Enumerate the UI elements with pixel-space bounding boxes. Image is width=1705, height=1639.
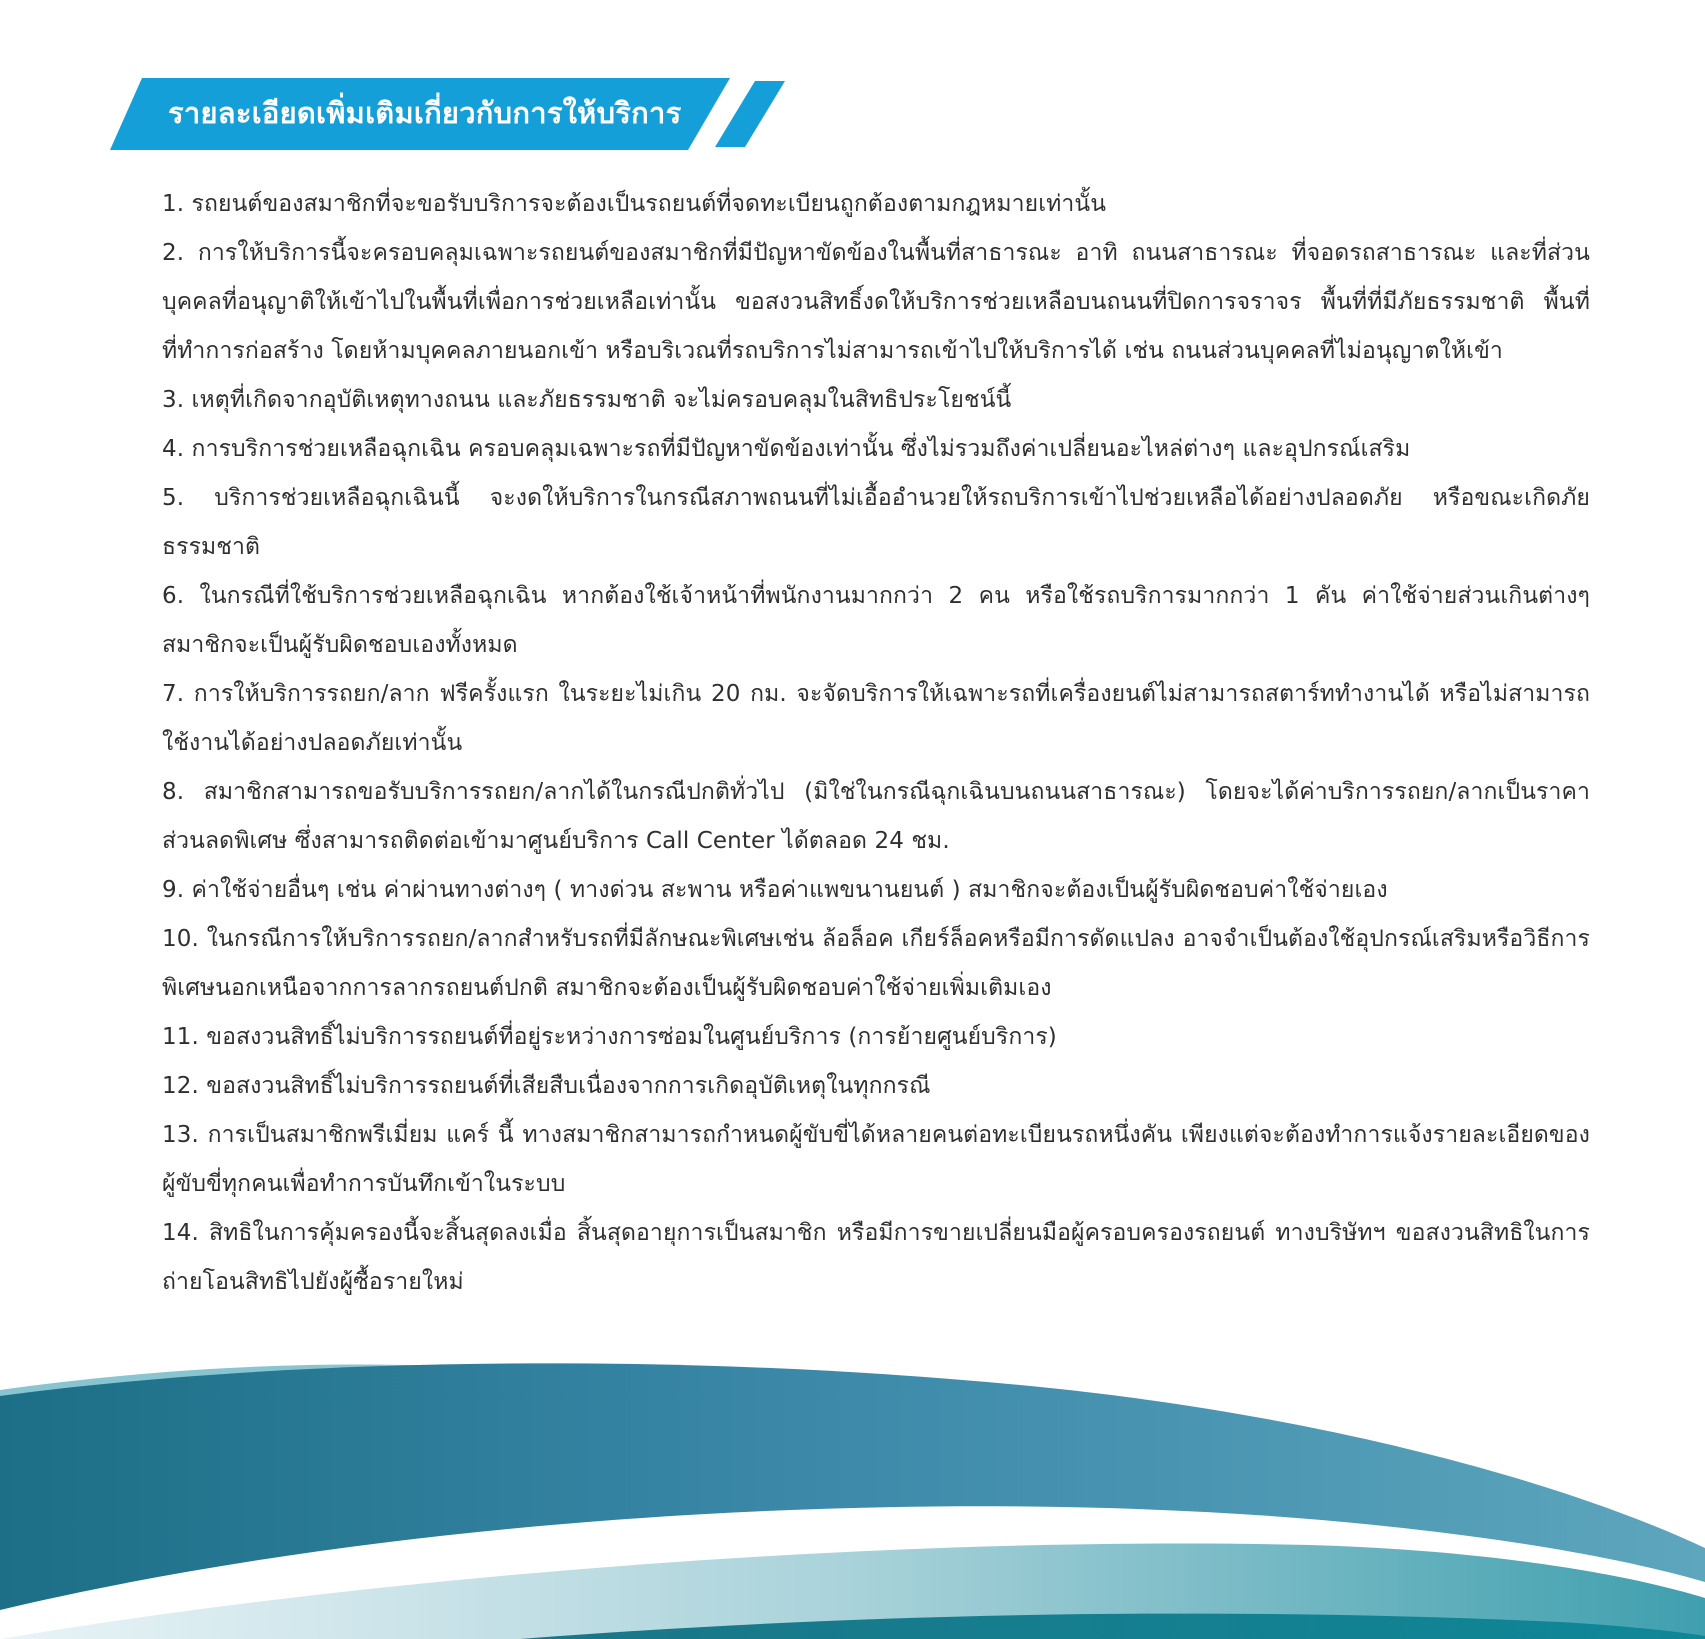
section-banner	[0, 78, 800, 150]
term-item-11: 11. ขอสงวนสิทธิ์ไม่บริการรถยนต์ที่อยู่ระหว่างการซ่อมในศูนย์บริการ (การย้ายศูนย์บริการ)	[162, 1024, 1057, 1050]
term-item-6: 6. ในกรณีที่ใช้บริการช่วยเหลือฉุกเฉิน หากต้องใช้เจ้าหน้าที่พนักงานมากกว่า 2 คน หรือใช้รถบริการมากกว่า 1 คัน ค่าใช้จ่ายส่วนเกินต่างๆ สมาชิกจะเป็นผู้รับผิดชอบเองทั้งหมด	[162, 583, 1590, 658]
term-item-3: 3. เหตุที่เกิดจากอุบัติเหตุทางถนน และภัยธรรมชาติ จะไม่ครอบคลุมในสิทธิประโยชน์นี้	[162, 387, 1012, 413]
term-item-8: 8. สมาชิกสามารถขอรับบริการรถยก/ลากได้ในกรณีปกติทั่วไป (มิใช่ในกรณีฉุกเฉินบนถนนสาธารณะ) โดยจะได้ค่าบริการรถยก/ลากเป็นราคาส่วนลดพิเศษ ซึ่งสามารถติดต่อเข้ามาศูนย์บริการ Call Center ได้ตลอด 24 ชม.	[162, 779, 1590, 854]
term-item-13: 13. การเป็นสมาชิกพรีเมี่ยม แคร์ นี้ ทางสมาชิกสามารถกำหนดผู้ขับขี่ได้หลายคนต่อทะเบียนรถหนึ่งคัน เพียงแต่จะต้องทำการแจ้งรายละเอียดของผู้ขับขี่ทุกคนเพื่อทำการบันทึกเข้าในระบบ	[162, 1122, 1590, 1197]
term-item-7: 7. การให้บริการรถยก/ลาก ฟรีครั้งแรก ในระยะไม่เกิน 20 กม. จะจัดบริการให้เฉพาะรถที่เครื่องยนต์ไม่สามารถสตาร์ททำงานได้ หรือไม่สามารถใช้งานได้อย่างปลอดภัยเท่านั้น	[162, 681, 1590, 756]
term-item-12: 12. ขอสงวนสิทธิ์ไม่บริการรถยนต์ที่เสียสืบเนื่องจากการเกิดอุบัติเหตุในทุกกรณี	[162, 1073, 931, 1099]
term-item-9: 9. ค่าใช้จ่ายอื่นๆ เช่น ค่าผ่านทางต่างๆ ( ทางด่วน สะพาน หรือค่าแพขนานยนต์ ) สมาชิกจะต้องเป็นผู้รับผิดชอบค่าใช้จ่ายเอง	[162, 877, 1388, 903]
term-item-14: 14. สิทธิในการคุ้มครองนี้จะสิ้นสุดลงเมื่อ สิ้นสุดอายุการเป็นสมาชิก หรือมีการขายเปลี่ยนมือผู้ครอบครองรถยนต์ ทางบริษัทฯ ขอสงวนสิทธิในการถ่ายโอนสิทธิไปยังผู้ซื้อรายใหม่	[162, 1220, 1590, 1295]
section-title: รายละเอียดเพิ่มเติมเกี่ยวกับการให้บริการ	[168, 96, 682, 130]
term-item-4: 4. การบริการช่วยเหลือฉุกเฉิน ครอบคลุมเฉพาะรถที่มีปัญหาขัดข้องเท่านั้น ซึ่งไม่รวมถึงค่าเปลี่ยนอะไหล่ต่างๆ และอุปกรณ์เสริม	[162, 436, 1411, 462]
term-item-5: 5. บริการช่วยเหลือฉุกเฉินนี้ จะงดให้บริการในกรณีสภาพถนนที่ไม่เอื้ออำนวยให้รถบริการเข้าไปช่วยเหลือได้อย่างปลอดภัย หรือขณะเกิดภัยธรรมชาติ	[162, 485, 1590, 560]
terms-list	[162, 180, 1590, 1307]
wave-decoration	[0, 1360, 1705, 1639]
term-item-2: 2. การให้บริการนี้จะครอบคลุมเฉพาะรถยนต์ของสมาชิกที่มีปัญหาขัดข้องในพื้นที่สาธารณะ อาทิ ถนนสาธารณะ ที่จอดรถสาธารณะ และที่ส่วนบุคคลที่อนุญาติให้เข้าไปในพื้นที่เพื่อการช่วยเหลือเท่านั้น ขอสงวนสิทธิ์งดให้บริการช่วยเหลือบนถนนที่ปิดการจราจร พื้นที่ที่มีภัยธรรมชาติ พื้นที่ที่ทำการก่อสร้าง โดยห้ามบุคคลภายนอกเข้า หรือบริเวณที่รถบริการไม่สามารถเข้าไปให้บริการได้ เช่น ถนนส่วนบุคคลที่ไม่อนุญาตให้เข้า	[162, 240, 1590, 364]
term-item-1: 1. รถยนต์ของสมาชิกที่จะขอรับบริการจะต้องเป็นรถยนต์ที่จดทะเบียนถูกต้องตามกฎหมายเท่านั้น	[162, 191, 1107, 217]
term-item-10: 10. ในกรณีการให้บริการรถยก/ลากสำหรับรถที่มีลักษณะพิเศษเช่น ล้อล็อค เกียร์ล็อคหรือมีการดัดแปลง อาจจำเป็นต้องใช้อุปกรณ์เสริมหรือวิธีการพิเศษนอกเหนือจากการลากรถยนต์ปกติ สมาชิกจะต้องเป็นผู้รับผิดชอบค่าใช้จ่ายเพิ่มเติมเอง	[162, 926, 1590, 1001]
